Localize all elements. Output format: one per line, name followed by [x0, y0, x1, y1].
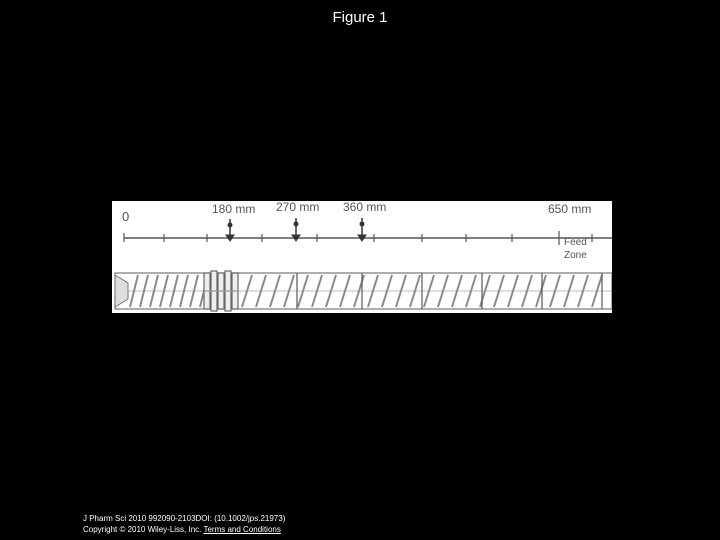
- marker-270mm: [292, 218, 300, 241]
- slide-footer: [83, 513, 285, 535]
- marker-360mm: [358, 218, 366, 241]
- figure-canvas: [112, 201, 612, 313]
- ruler-label-360: 360 mm: [343, 201, 387, 214]
- terms-and-conditions-link[interactable]: Terms and Conditions: [203, 525, 281, 534]
- slide-title: Figure 1: [332, 9, 388, 26]
- twin-screw-drawing: [115, 271, 612, 311]
- copyright-line: [83, 524, 285, 535]
- citation-text: J Pharm Sci 2010 992090-2103DOI: (10.1002/jps.21973): [83, 514, 286, 523]
- ruler-label-270: 270 mm: [276, 201, 320, 214]
- feed-zone-label-line1: Feed: [564, 237, 587, 248]
- extruder-screw-figure: [112, 201, 612, 313]
- ruler-label-0: 0: [122, 209, 130, 224]
- ruler-label-180: 180 mm: [212, 202, 256, 216]
- kneading-block: [204, 271, 238, 311]
- ruler-label-650: 650 mm: [548, 202, 592, 216]
- feed-zone-label-line2: Zone: [564, 250, 587, 261]
- copyright-text: Copyright © 2010 Wiley-Liss, Inc.: [83, 525, 202, 534]
- marker-180mm: [226, 219, 234, 241]
